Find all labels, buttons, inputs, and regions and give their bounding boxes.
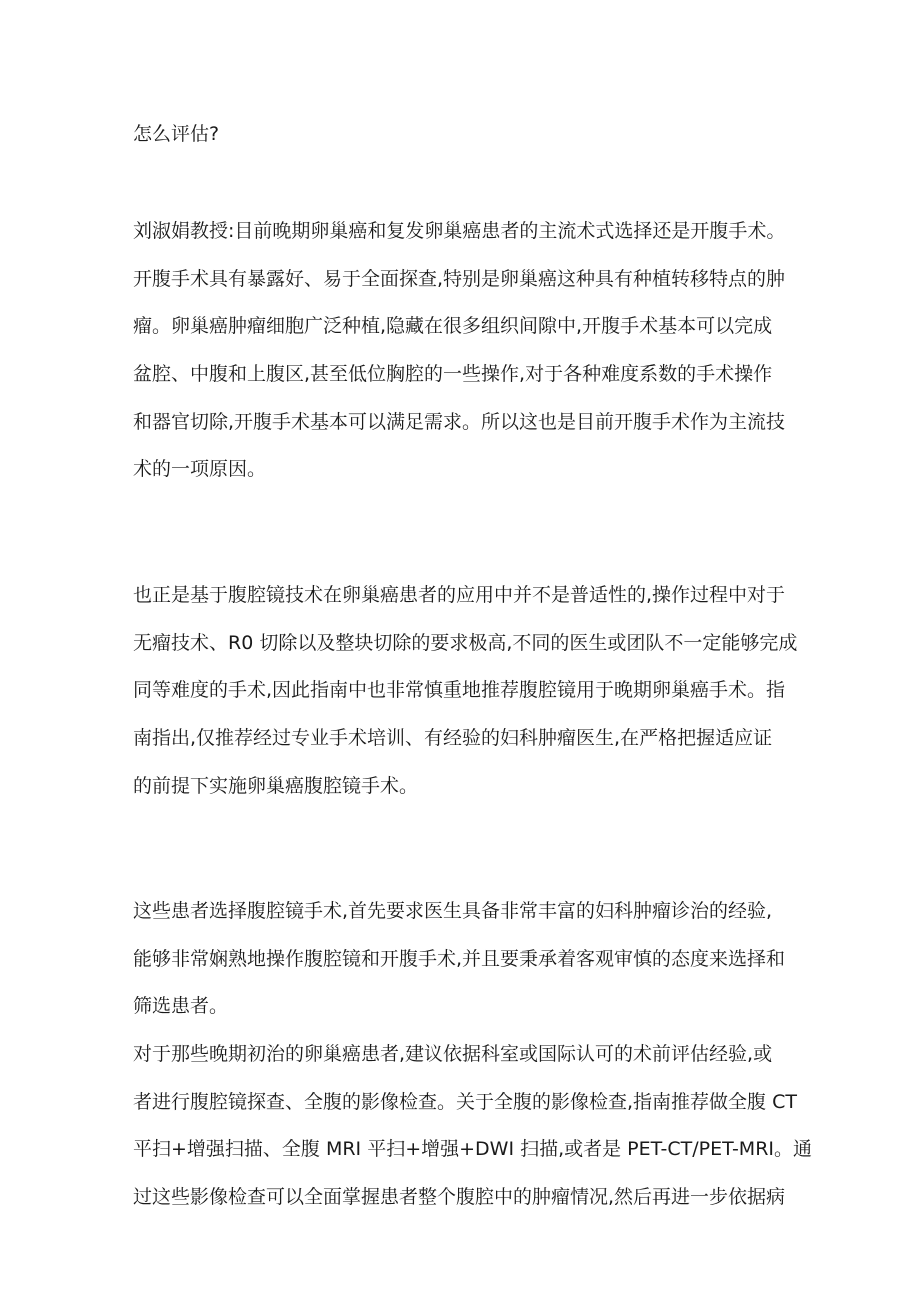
paragraph-line: 术的一项原因。 bbox=[133, 458, 267, 480]
paragraph-line: 平扫+增强扫描、全腹 MRI 平扫+增强+DWI 扫描,或者是 PET-CT/PET-MRI。通 bbox=[133, 1138, 813, 1160]
paragraph-line: 盆腔、中腹和上腹区,甚至低位胸腔的一些操作,对于各种难度系数的手术操作 bbox=[133, 363, 773, 385]
paragraph-line: 和器官切除,开腹手术基本可以满足需求。所以这也是目前开腹手术作为主流技 bbox=[133, 411, 786, 433]
paragraph-line: 开腹手术具有暴露好、易于全面探查,特别是卵巢癌这种具有种植转移特点的肿 bbox=[133, 268, 786, 290]
paragraph-line: 对于那些晚期初治的卵巢癌患者,建议依据科室或国际认可的术前评估经验,或 bbox=[133, 1043, 773, 1065]
paragraph-line: 者进行腹腔镜探查、全腹的影像检查。关于全腹的影像检查,指南推荐做全腹 CT bbox=[133, 1091, 797, 1113]
paragraph-line: 无瘤技术、R0 切除以及整块切除的要求极高,不同的医生或团队不一定能够完成 bbox=[133, 632, 798, 654]
paragraph-line: 这些患者选择腹腔镜手术,首先要求医生具备非常丰富的妇科肿瘤诊治的经验, bbox=[133, 900, 773, 922]
paragraph-line: 瘤。卵巢癌肿瘤细胞广泛种植,隐藏在很多组织间隙中,开腹手术基本可以完成 bbox=[133, 315, 773, 337]
paragraph-line: 刘淑娟教授:目前晚期卵巢癌和复发卵巢癌患者的主流术式选择还是开腹手术。 bbox=[133, 220, 786, 242]
question-heading: 怎么评估? bbox=[133, 123, 220, 145]
paragraph-line: 南指出,仅推荐经过专业手术培训、有经验的妇科肿瘤医生,在严格把握适应证 bbox=[133, 727, 773, 749]
paragraph-line: 也正是基于腹腔镜技术在卵巢癌患者的应用中并不是普适性的,操作过程中对于 bbox=[133, 584, 786, 606]
paragraph-line: 的前提下实施卵巢癌腹腔镜手术。 bbox=[133, 775, 419, 797]
paragraph-line: 过这些影像检查可以全面掌握患者整个腹腔中的肿瘤情况,然后再进一步依据病 bbox=[133, 1186, 786, 1208]
paragraph-line: 同等难度的手术,因此指南中也非常慎重地推荐腹腔镜用于晚期卵巢癌手术。指 bbox=[133, 679, 786, 701]
paragraph-line: 能够非常娴熟地操作腹腔镜和开腹手术,并且要秉承着客观审慎的态度来选择和 bbox=[133, 948, 786, 970]
paragraph-line: 筛选患者。 bbox=[133, 995, 229, 1017]
